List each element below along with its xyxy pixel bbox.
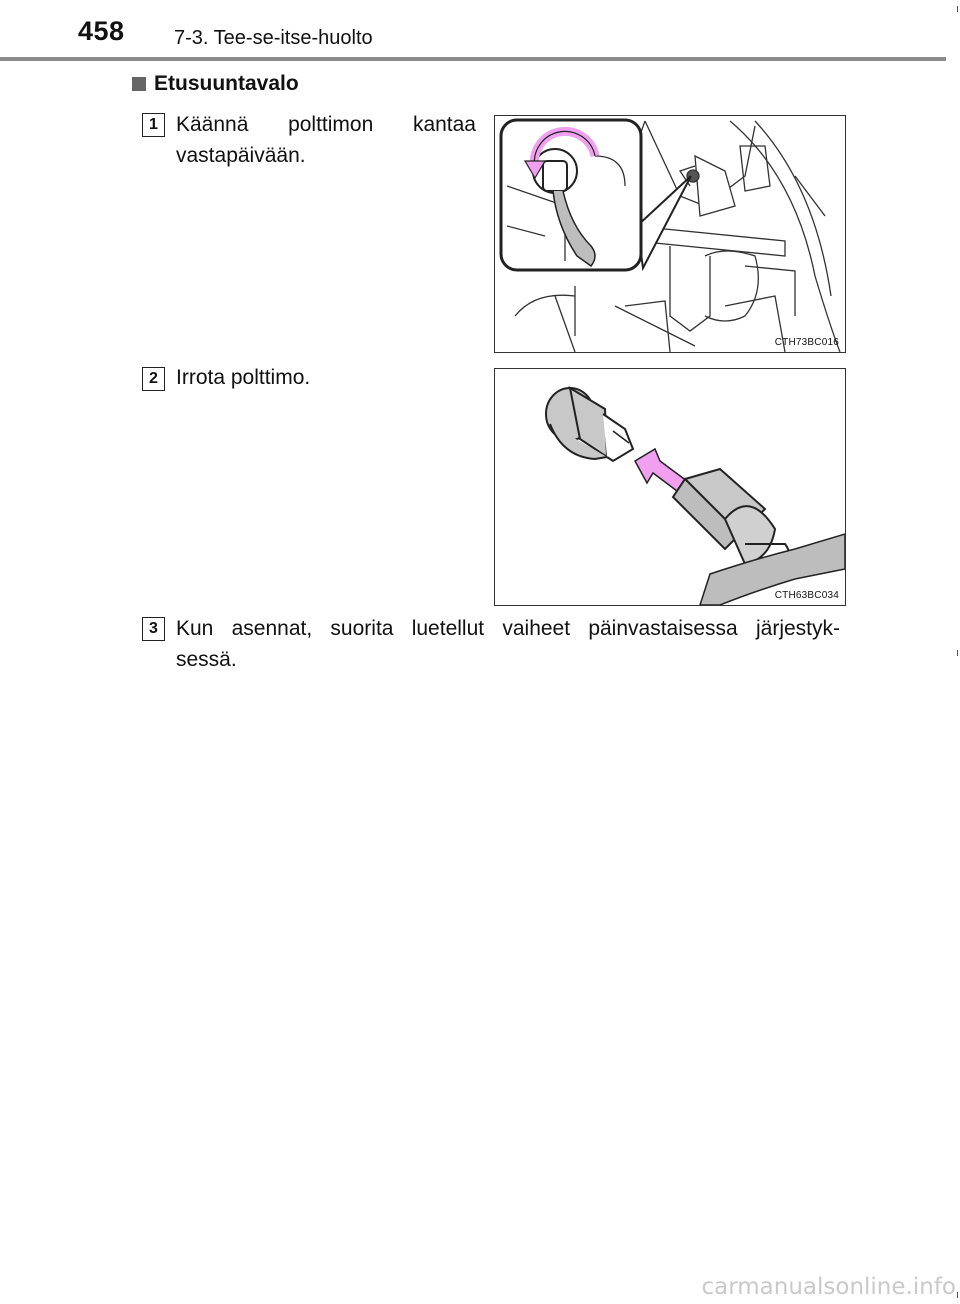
crop-mark <box>957 1292 958 1298</box>
step-3-line-1: Kun asennat, suorita luetellut vaiheet päinvastaisessa järjestyk- <box>176 617 840 640</box>
bulb-removal-illustration <box>495 369 846 606</box>
figure-code: CTH63BC034 <box>774 590 839 601</box>
figure-code: CTH73BC016 <box>774 337 839 348</box>
step-2-text: Irrota polttimo. <box>176 366 311 389</box>
crop-mark <box>957 6 958 12</box>
step-1-text <box>176 109 476 171</box>
header-rule <box>0 57 946 61</box>
section-heading-text: Etusuuntavalo <box>154 72 299 95</box>
chapter-title: 7-3. Tee-se-itse-huolto <box>174 27 373 49</box>
step-number-1: 1 <box>142 113 165 137</box>
page-number: 458 <box>78 16 125 46</box>
figure-bulb-socket-rotate <box>494 115 846 353</box>
step-1-line-2: vastapäivään. <box>176 144 306 167</box>
step-3-text <box>176 613 840 675</box>
watermark: carmanualsonline.info <box>701 1274 956 1300</box>
step-number-2: 2 <box>142 367 165 391</box>
step-number-3: 3 <box>142 617 165 641</box>
crop-mark <box>957 650 958 656</box>
section-heading <box>132 72 299 96</box>
engine-bay-illustration <box>495 116 846 353</box>
figure-remove-bulb <box>494 368 846 606</box>
step-1-line-1: Käännä polttimon kantaa <box>176 113 476 136</box>
square-bullet-icon <box>132 77 146 91</box>
step-3-line-2: sessä. <box>176 648 237 671</box>
